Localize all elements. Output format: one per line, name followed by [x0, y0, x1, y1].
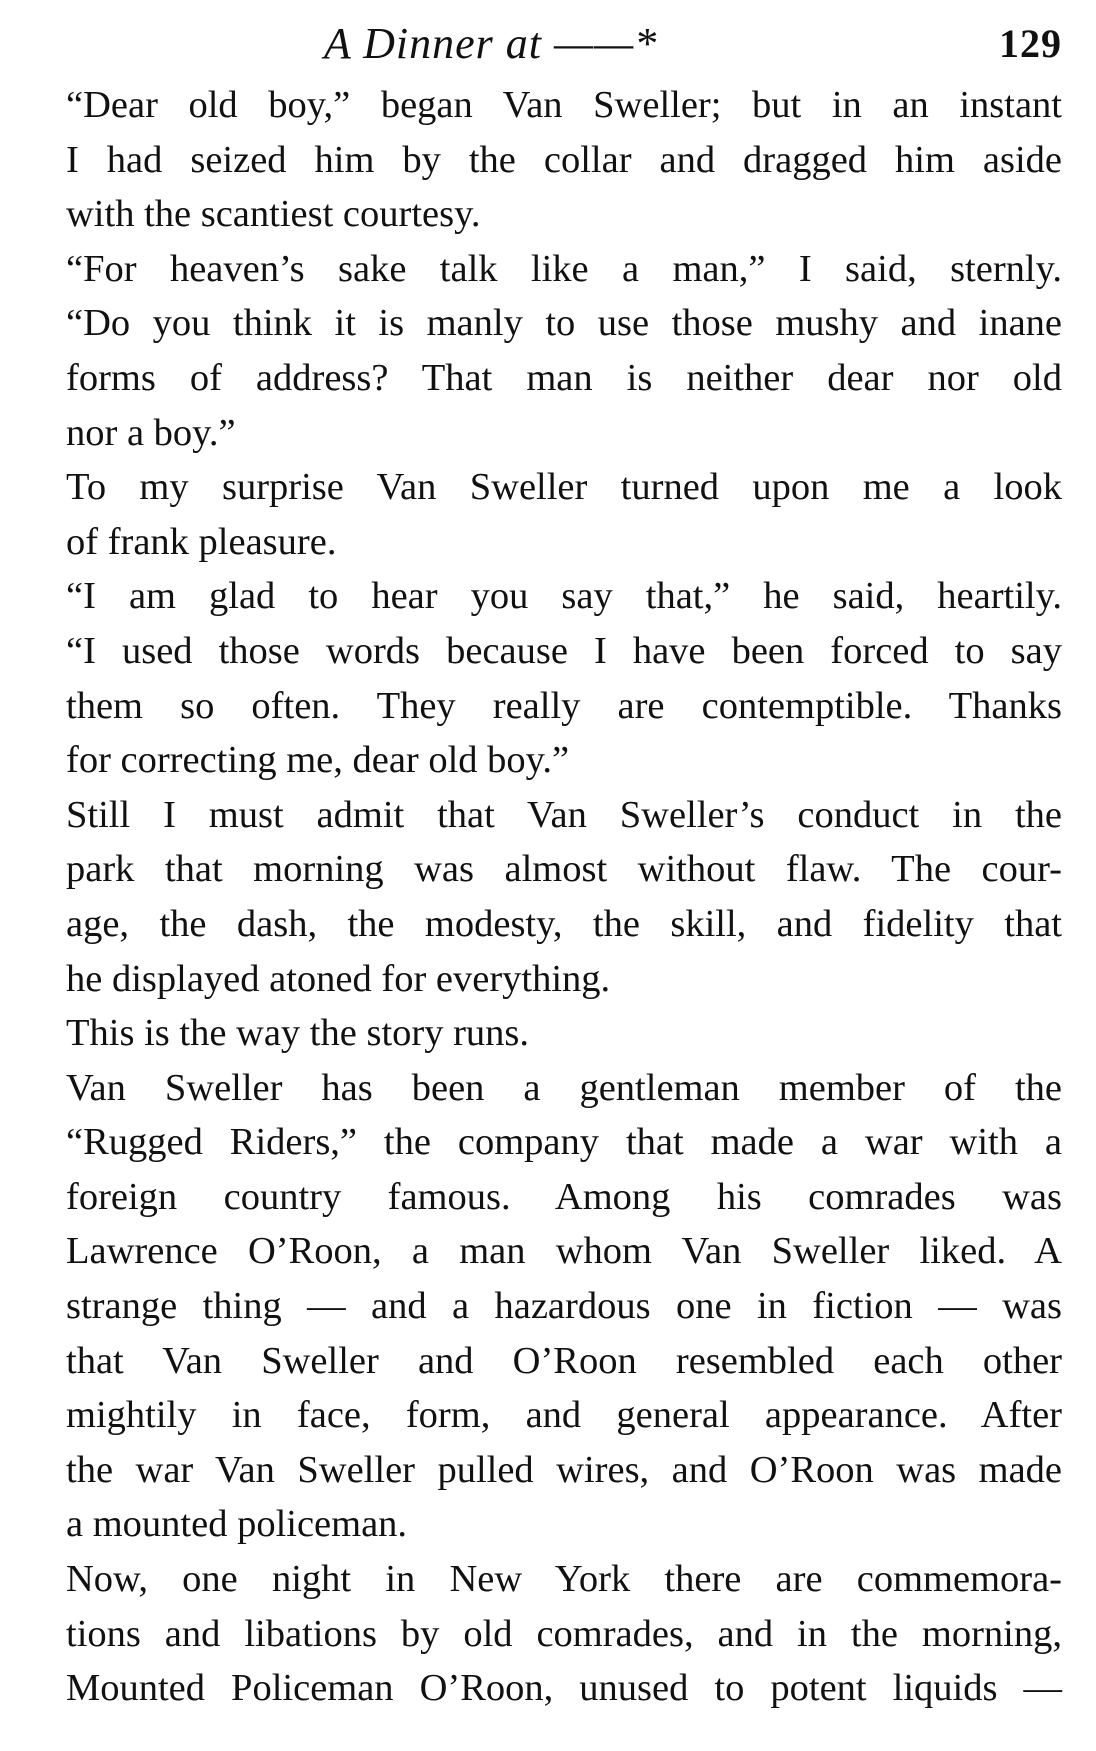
text-line: park that morning was almost without flaw. The cour- — [66, 848, 1062, 891]
text-line: a mounted policeman. — [66, 1503, 408, 1546]
text-line: I had seized him by the collar and dragged him aside — [66, 138, 1062, 181]
page-number: 129 — [999, 21, 1062, 66]
paragraph-2 — [20, 242, 1062, 460]
text-line: of frank pleasure. — [66, 520, 337, 563]
text-line: he displayed atoned for everything. — [66, 957, 611, 1000]
text-line: “I used those words because I have been forced to say — [66, 629, 1062, 672]
text-line: “I am glad to hear you say that,” he said, heartily. — [66, 575, 1062, 618]
text-line: age, the dash, the modesty, the skill, and fidelity that — [66, 902, 1062, 945]
text-line: nor a boy.” — [66, 411, 236, 454]
text-line: foreign country famous. Among his comrades was — [66, 1175, 1062, 1218]
paragraph-7 — [20, 1061, 1062, 1552]
book-page — [20, 12, 1062, 1716]
paragraph-1 — [20, 78, 1062, 242]
paragraph-6 — [20, 1006, 1062, 1061]
text-line: “For heaven’s sake talk like a man,” I said, sternly. — [66, 247, 1062, 290]
text-line: forms of address? That man is neither dear nor old — [66, 356, 1062, 399]
text-line: that Van Sweller and O’Roon resembled each other — [66, 1339, 1062, 1382]
paragraph-4 — [20, 569, 1062, 787]
text-line: them so often. They really are contemptible. Thanks — [66, 684, 1062, 727]
text-line: the war Van Sweller pulled wires, and O’Roon was made — [66, 1448, 1062, 1491]
text-line: Now, one night in New York there are commemora- — [66, 1558, 1062, 1601]
paragraph-5 — [20, 788, 1062, 1006]
text-line: “Dear old boy,” began Van Sweller; but in an instant — [66, 84, 1062, 126]
text-line: strange thing — and a hazardous one in fiction — was — [66, 1285, 1062, 1328]
text-line: Still I must admit that Van Sweller’s conduct in the — [66, 793, 1062, 836]
paragraph-3 — [20, 460, 1062, 569]
text-line: for correcting me, dear old boy.” — [66, 739, 570, 782]
running-title: A Dinner at ——* — [324, 19, 658, 68]
running-head — [20, 12, 1062, 74]
text-line: Van Sweller has been a gentleman member of the — [66, 1066, 1062, 1109]
text-line: mightily in face, form, and general appearance. After — [66, 1394, 1062, 1437]
body-text — [20, 78, 1062, 1716]
text-line: “Do you think it is manly to use those mushy and inane — [66, 302, 1062, 345]
text-line: tions and libations by old comrades, and in the morning, — [66, 1612, 1062, 1655]
text-line: with the scantiest courtesy. — [66, 193, 481, 236]
text-line: “Rugged Riders,” the company that made a war with a — [66, 1121, 1062, 1164]
text-line: Mounted Policeman O’Roon, unused to potent liquids — — [66, 1667, 1062, 1710]
text-line: Lawrence O’Roon, a man whom Van Sweller liked. A — [66, 1230, 1062, 1273]
text-line: This is the way the story runs. — [66, 1012, 530, 1055]
text-line: To my surprise Van Sweller turned upon me a look — [66, 466, 1062, 509]
paragraph-8 — [20, 1552, 1062, 1716]
